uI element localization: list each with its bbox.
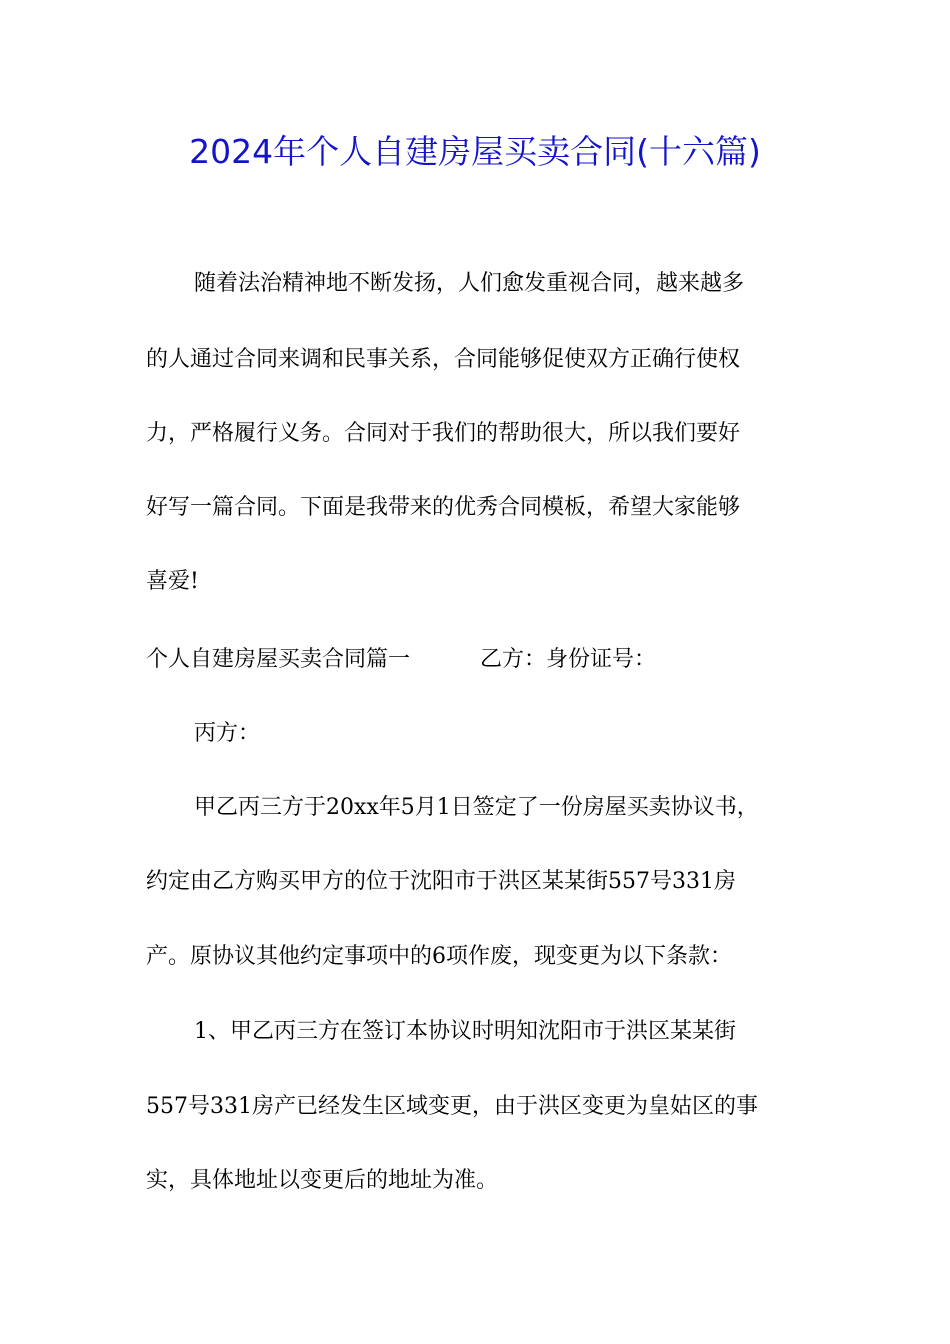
document-body (146, 0, 810, 1344)
intro-line-4: 好写一篇合同。下面是我带来的优秀合同模板，希望大家能够 (146, 495, 741, 520)
intro-line-5: 喜爱! (146, 569, 199, 594)
intro-line-2: 的人通过合同来调和民事关系，合同能够促使双方正确行使权 (146, 347, 741, 372)
party-b-line: 乙方：身份证号： (480, 647, 657, 672)
party-c-line: 丙方： (194, 721, 261, 746)
para1-line-2: 约定由乙方购买甲方的位于沈阳市于洪区某某街557号331房 (146, 869, 736, 894)
para1-line-3: 产。原协议其他约定事项中的6项作废，现变更为以下条款： (146, 944, 732, 969)
para2-line-2: 557号331房产已经发生区域变更，由于洪区变更为皇姑区的事 (146, 1094, 758, 1119)
intro-line-1: 随着法治精神地不断发扬，人们愈发重视合同，越来越多 (194, 271, 745, 296)
para2-line-3: 实，具体地址以变更后的地址为准。 (146, 1168, 499, 1193)
intro-line-3: 力，严格履行义务。合同对于我们的帮助很大，所以我们要好 (146, 421, 741, 446)
section-heading: 个人自建房屋买卖合同篇一 (146, 647, 411, 672)
para1-line-1: 甲乙丙三方于20xx年5月1日签定了一份房屋买卖协议书， (194, 795, 759, 820)
document-title: 2024年个人自建房屋买卖合同(十六篇) (189, 132, 761, 171)
para2-line-1: 1、甲乙丙三方在签订本协议时明知沈阳市于洪区某某街 (194, 1019, 736, 1044)
